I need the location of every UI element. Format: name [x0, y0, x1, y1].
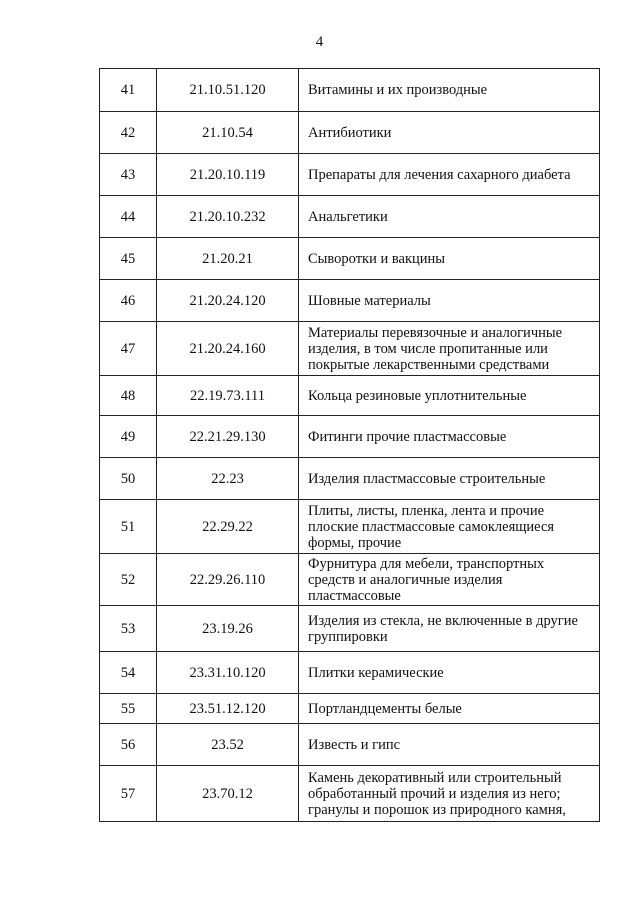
product-name: Фитинги прочие пластмассовые [299, 416, 600, 458]
okpd2-code: 21.20.10.119 [157, 154, 299, 196]
product-code-table [99, 68, 600, 822]
row-number: 53 [100, 606, 157, 652]
okpd2-code: 22.29.22 [157, 500, 299, 554]
product-name: Кольца резиновые уплотнительные [299, 376, 600, 416]
row-number: 52 [100, 554, 157, 606]
product-name: Изделия пластмассовые строительные [299, 458, 600, 500]
product-name: Камень декоративный или строительный обработанный прочий и изделия из него; гранулы и порошок из природного камня, [299, 766, 600, 822]
okpd2-code: 23.19.26 [157, 606, 299, 652]
table-row [100, 694, 600, 724]
table-row [100, 458, 600, 500]
table-row [100, 196, 600, 238]
row-number: 41 [100, 69, 157, 112]
okpd2-code: 22.19.73.111 [157, 376, 299, 416]
row-number: 45 [100, 238, 157, 280]
okpd2-code: 21.10.51.120 [157, 69, 299, 112]
product-name: Плиты, листы, пленка, лента и прочие плоские пластмассовые самоклеящиеся формы, прочие [299, 500, 600, 554]
table-row [100, 416, 600, 458]
table-row [100, 652, 600, 694]
row-number: 56 [100, 724, 157, 766]
product-name: Известь и гипс [299, 724, 600, 766]
row-number: 55 [100, 694, 157, 724]
table-row [100, 238, 600, 280]
product-name: Фурнитура для мебели, транспортных средств и аналогичные изделия пластмассовые [299, 554, 600, 606]
row-number: 44 [100, 196, 157, 238]
okpd2-code: 22.21.29.130 [157, 416, 299, 458]
okpd2-code: 22.29.26.110 [157, 554, 299, 606]
table-row [100, 766, 600, 822]
okpd2-code: 21.20.24.160 [157, 322, 299, 376]
okpd2-code: 23.70.12 [157, 766, 299, 822]
row-number: 50 [100, 458, 157, 500]
table-row [100, 280, 600, 322]
product-name: Плитки керамические [299, 652, 600, 694]
row-number: 46 [100, 280, 157, 322]
row-number: 42 [100, 112, 157, 154]
table-row [100, 554, 600, 606]
okpd2-code: 21.10.54 [157, 112, 299, 154]
okpd2-code: 23.52 [157, 724, 299, 766]
okpd2-code: 21.20.24.120 [157, 280, 299, 322]
okpd2-code: 22.23 [157, 458, 299, 500]
okpd2-code: 23.51.12.120 [157, 694, 299, 724]
product-name: Антибиотики [299, 112, 600, 154]
product-name: Материалы перевязочные и аналогичные изделия, в том числе пропитанные или покрытые лекарственными средствами [299, 322, 600, 376]
okpd2-code: 21.20.21 [157, 238, 299, 280]
row-number: 49 [100, 416, 157, 458]
table-row [100, 69, 600, 112]
table-row [100, 322, 600, 376]
page-number: 4 [315, 34, 324, 50]
table-row [100, 112, 600, 154]
product-name: Витамины и их производные [299, 69, 600, 112]
product-name: Сыворотки и вакцины [299, 238, 600, 280]
product-name: Изделия из стекла, не включенные в другие группировки [299, 606, 600, 652]
product-name: Шовные материалы [299, 280, 600, 322]
table-row [100, 500, 600, 554]
row-number: 48 [100, 376, 157, 416]
table-row [100, 606, 600, 652]
product-name: Анальгетики [299, 196, 600, 238]
okpd2-code: 21.20.10.232 [157, 196, 299, 238]
table-row [100, 154, 600, 196]
product-name: Портландцементы белые [299, 694, 600, 724]
table-row [100, 376, 600, 416]
row-number: 57 [100, 766, 157, 822]
row-number: 43 [100, 154, 157, 196]
okpd2-code: 23.31.10.120 [157, 652, 299, 694]
product-name: Препараты для лечения сахарного диабета [299, 154, 600, 196]
row-number: 54 [100, 652, 157, 694]
row-number: 47 [100, 322, 157, 376]
table-row [100, 724, 600, 766]
row-number: 51 [100, 500, 157, 554]
